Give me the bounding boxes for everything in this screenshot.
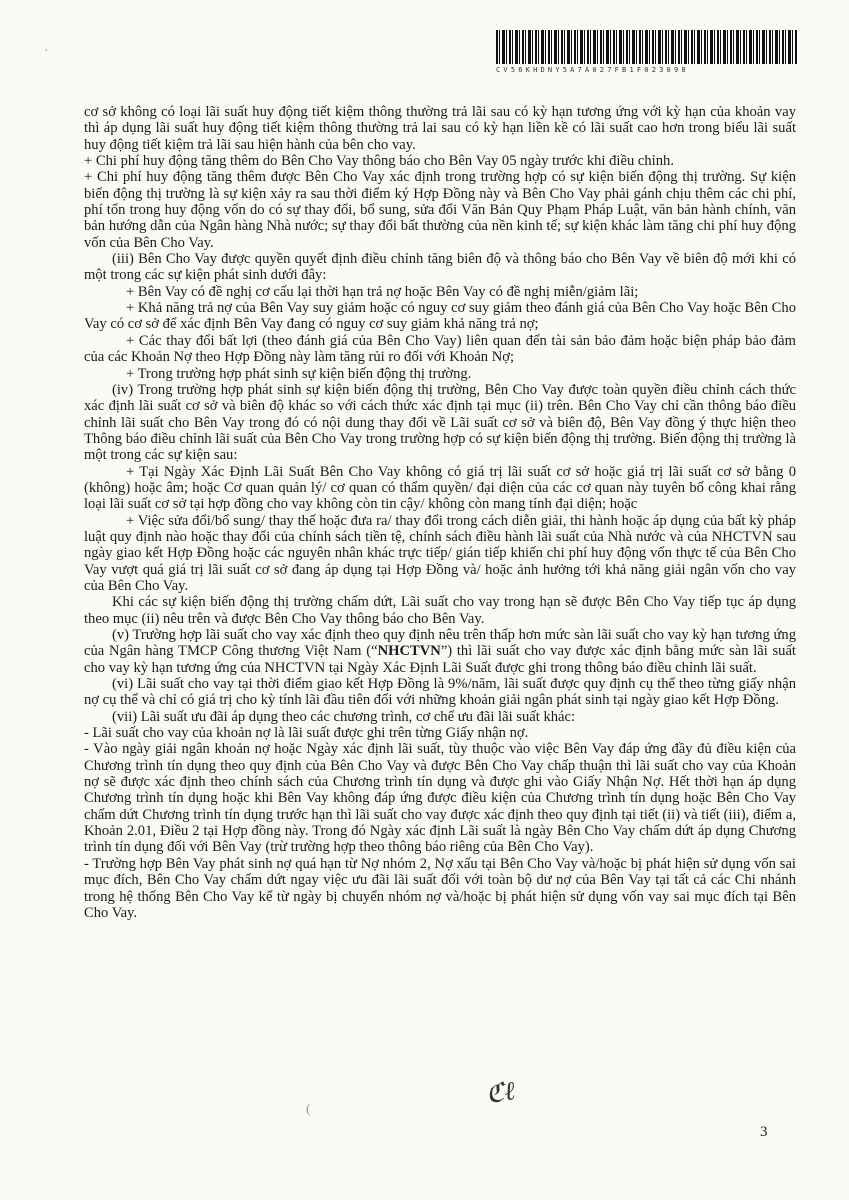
- paragraph: + Chi phí huy động tăng thêm do Bên Cho Vay thông báo cho Bên Vay 05 ngày trước khi điều chỉnh.: [84, 153, 674, 170]
- document-body: [84, 104, 796, 921]
- paragraph: + Bên Vay có đề nghị cơ cấu lại thời hạn trả nợ hoặc Bên Vay có đề nghị miễn/giảm lãi;: [126, 283, 639, 300]
- paragraph-text: ”) thì lãi suất cho vay được xác định bằng mức sàn lãi suất cho vay kỳ hạn tương ứng của NHCTVN tại Ngày Xác Định Lãi Suất được ghi trong thông báo điều chỉnh lãi suất.: [84, 643, 796, 676]
- paragraph: + Các thay đổi bất lợi (theo đánh giá của Bên Cho Vay) liên quan đến tài sản bảo đảm hoặc biện pháp bảo đảm của các Khoản Nợ theo Hợp Đồng này làm tăng rủi ro đối với Khoản Nợ;: [84, 332, 796, 366]
- paragraph: - Trường hợp Bên Vay phát sinh nợ quá hạn từ Nợ nhóm 2, Nợ xấu tại Bên Cho Vay và/hoặc bị phát hiện sử dụng vốn sai mục đích, Bên Cho Vay chấm dứt ngay việc ưu đãi lãi suất đối với toàn bộ dư nợ của Bên Vay tại tất cả các Chi nhánh trong hệ thống Bên Cho Vay kể từ ngày bị chuyển nhóm nợ và/hoặc bị phát hiện sử dụng vốn vay sai mục đích tại Bên Cho Vay.: [84, 855, 796, 921]
- paragraph: + Việc sửa đổi/bổ sung/ thay thế hoặc đưa ra/ thay đổi trong cách diễn giải, thi hành hoặc áp dụng của bất kỳ pháp luật quy định nào hoặc thay đổi của chính sách tiền tệ, chính sách điều hành lãi suất của Nhà nước và của NHCTVN sau ngày giao kết Hợp Đồng hoặc các nguyên nhân khác trực tiếp/ gián tiếp khiến chi phí huy động vốn thực tế của Bên Cho Vay vượt quá giá trị lãi suất cơ sở đang áp dụng tại Hợp Đồng và/ hoặc ảnh hưởng tới khả năng giải ngân vốn cho vay của Bên Cho Vay.: [84, 512, 796, 594]
- paragraph: - Lãi suất cho vay của khoản nợ là lãi suất được ghi trên từng Giấy nhận nợ.: [84, 725, 529, 742]
- paragraph: (vi) Lãi suất cho vay tại thời điểm giao kết Hợp Đồng là 9%/năm, lãi suất được quy định cụ thể theo từng giấy nhận nợ cụ thể và chỉ có giá trị cho kỳ tính lãi đầu tiên đối với những khoản giải ngân phát sinh tại ngày giao kết Hợp Đồng.: [84, 676, 796, 709]
- paragraph: - Vào ngày giải ngân khoản nợ hoặc Ngày xác định lãi suất, tùy thuộc vào việc Bên Vay đáp ứng đầy đủ điều kiện của Chương trình tín dụng theo quy định của Bên Cho Vay và được Bên Cho Vay chấp thuận thì lãi suất cho vay của Khoản nợ sẽ được xác định theo chính sách của Chương trình tín dụng và được ghi vào Giấy Nhận Nợ. Hết thời hạn áp dụng Chương trình tín dụng hoặc khi Bên Vay không đáp ứng được điều kiện của Chương trình tín dụng hoặc Bên Cho Vay chấm dứt Chương trình tín dụng trước hạn thì lãi suất cho vay được xác định theo quy định tại tiết (ii) và tiết (iii), điểm a, Khoản 2.01, Điều 2 tại Hợp đồng này. Trong đó Ngày xác định Lãi suất là ngày Bên Cho Vay chấm dứt áp dụng Chương trình tín dụng đối với Bên Vay (trừ trường hợp theo thông báo riêng của Bên Cho Vay).: [84, 741, 796, 856]
- paragraph: + Tại Ngày Xác Định Lãi Suất Bên Cho Vay không có giá trị lãi suất cơ sở hoặc giá trị lãi suất cơ sở bằng 0 (không) hoặc âm; hoặc Cơ quan quản lý/ cơ quan có thẩm quyền/ đại diện của các cơ quan này tuyên bố công khai rằng loại lãi suất cơ sở tại hợp đồng cho vay không còn tin cậy/ không còn mang tính đại diện; hoặc: [84, 463, 796, 513]
- paragraph: (iv) Trong trường hợp phát sinh sự kiện biến động thị trường, Bên Cho Vay được toàn quyền điều chỉnh cách thức xác định lãi suất cơ sở và biên độ khác so với cách thức xác định tại mục (ii) trên. Bên Cho Vay chỉ cần thông báo điều chỉnh lãi suất cho Bên Vay trong đó có nội dung thay đổi về Lãi suất cơ sở và biên độ, Bên Vay đồng ý thực hiện theo Thông báo điều chỉnh lãi suất của Bên Cho Vay trong trường hợp có sự kiện biến động thị trường. Biến động thị trường là một trong các sự kiện sau:: [84, 381, 796, 464]
- paragraph: (iii) Bên Cho Vay được quyền quyết định điều chỉnh tăng biên độ và thông báo cho Bên Vay về biên độ mới khi có một trong các sự kiện phát sinh dưới đây:: [84, 251, 796, 284]
- handwritten-signature: ℭℓ: [484, 1076, 518, 1110]
- paragraph: + Trong trường hợp phát sinh sự kiện biến động thị trường.: [126, 365, 472, 382]
- paragraph: cơ sở không có loại lãi suất huy động tiết kiệm thông thường trả lãi sau có kỳ hạn tương ứng với kỳ hạn của khoản vay thì áp dụng lãi suất huy động tiết kiệm thông thường trả lai sau có kỳ hạn liền kề có lãi suất cao hơn trong biểu lãi suất huy động tiết kiệm trả lãi sau hiện hành của bên cho vay.: [84, 104, 796, 153]
- paragraph: (vii) Lãi suất ưu đãi áp dụng theo các chương trình, cơ chế ưu đãi lãi suất khác:: [112, 708, 576, 725]
- scan-mark: (: [306, 1102, 311, 1117]
- paragraph: + Chi phí huy động tăng thêm được Bên Cho Vay xác định trong trường hợp có sự kiện biến động thị trường. Sự kiện biến động thị trường là sự kiện xảy ra sau thời điểm ký Hợp Đồng này và Bên Cho Vay phải gánh chịu thêm các chi phí, phí tổn trong huy động vốn do có sự thay đổi, bổ sung, sửa đổi Văn Bản Quy Phạm Pháp Luật, văn bản hành chính, văn bản hướng dẫn của Ngân hàng Nhà nước; sự thay đổi bất thường của nền kinh tế; sự kiện khác làm tăng chi phí huy động vốn của Bên Cho Vay.: [84, 169, 796, 251]
- paragraph: Khi các sự kiện biến động thị trường chấm dứt, Lãi suất cho vay trong hạn sẽ được Bên Cho Vay tiếp tục áp dụng theo mục (ii) nêu trên và được Bên Cho Vay thông báo cho Bên Vay.: [84, 594, 796, 627]
- paragraph: [84, 627, 796, 676]
- barcode-text: CV56KHDNY5A7A027FB1F023098: [496, 66, 689, 74]
- paragraph: + Khả năng trả nợ của Bên Vay suy giảm hoặc có nguy cơ suy giảm theo đánh giá của Bên Cho Vay hoặc Bên Cho Vay có cơ sở để xác định Bên Vay đang có nguy cơ suy giảm khả năng trả nợ;: [84, 300, 796, 333]
- scan-mark: ·: [44, 44, 49, 59]
- paragraph-text: (v) Trường hợp lãi suất cho vay xác định theo quy định nêu trên thấp hơn mức sàn lãi suất cho vay kỳ hạn tương ứng của Ngân hàng TMCP Công thương Việt Nam (“: [84, 627, 796, 660]
- barcode: [496, 30, 798, 64]
- bold-abbreviation: NHCTVN: [377, 643, 441, 660]
- page-number: 3: [760, 1124, 768, 1140]
